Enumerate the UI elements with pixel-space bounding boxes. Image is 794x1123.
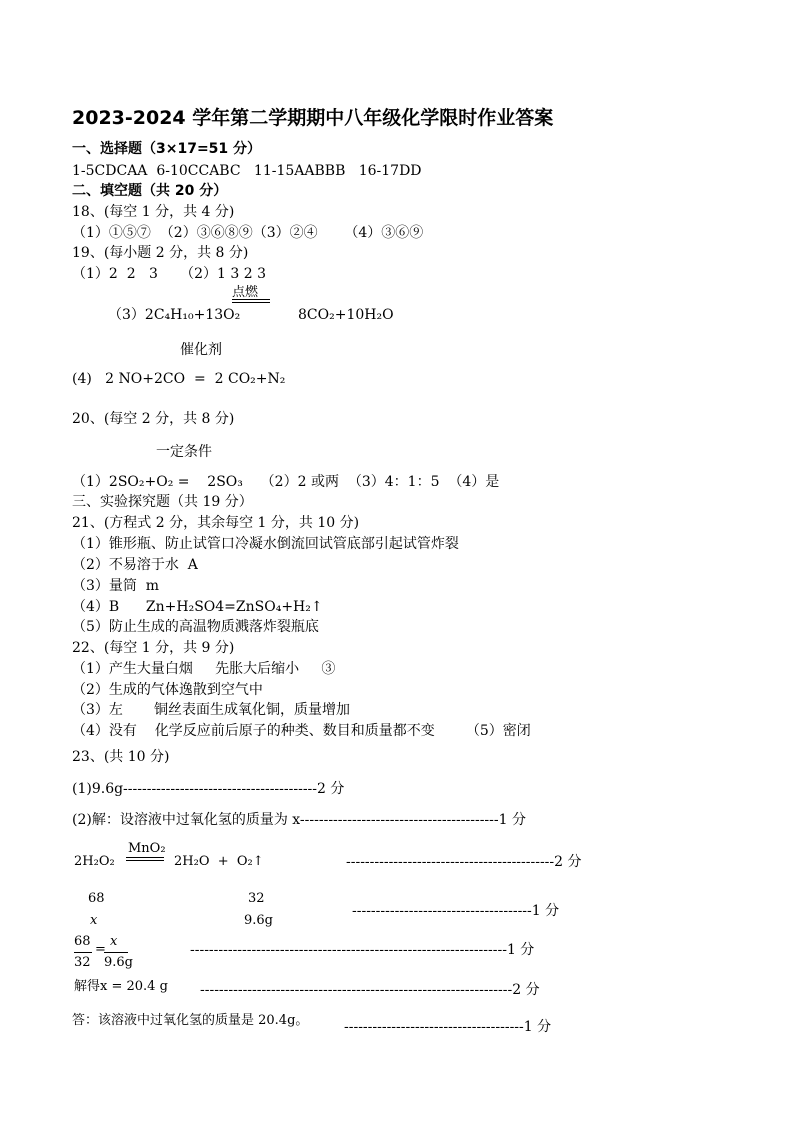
q21-answer-5: （5）防止生成的高温物质溅落炸裂瓶底: [72, 619, 319, 635]
fraction-right-bar: [104, 952, 128, 953]
q23-final-answer: 答：该溶液中过氧化氢的质量是 20.4g。: [72, 1013, 309, 1028]
fraction-right-denominator: 9.6g: [104, 955, 133, 970]
fraction-left-bar: [74, 952, 92, 953]
q19-condition-catalyst: 催化剂: [180, 342, 222, 358]
q22-answer-4: （4）没有 化学反应前后原子的种类、数目和质量都不变 （5）密闭: [72, 723, 531, 739]
q19-answer-3-left: （3）2C₄H₁₀+13O₂: [108, 307, 241, 323]
q19-answer-1-2: （1）2 2 3 （2）1 3 2 3: [72, 266, 267, 282]
fraction-right-numerator: x: [110, 934, 118, 949]
q22-answer-3: （3）左 铜丝表面生成氧化铜，质量增加: [72, 702, 351, 718]
q19-answer-3-right: 8CO₂+10H₂O: [298, 307, 394, 323]
section-1-heading: 一、选择题（3×17=51 分）: [72, 141, 262, 157]
q20-condition: 一定条件: [156, 444, 212, 460]
q23-mass-o2: 32: [248, 891, 265, 906]
q23-answer-1: (1)9.6g-----------------------------------------2 分: [72, 781, 345, 797]
q22-heading: 22、(每空 1 分，共 9 分): [72, 640, 235, 656]
q23-equation-line-bottom: [126, 860, 164, 861]
q23-fraction-score: -------------------------------------------------------------------1 分: [190, 942, 535, 958]
q21-answer-2: （2）不易溶于水 A: [72, 557, 198, 573]
q23-unknown-x: x: [90, 913, 98, 928]
q21-answer-3: （3）量筒 m: [72, 578, 160, 594]
q23-mass-h2o2: 68: [88, 891, 105, 906]
q22-answer-1: （1）产生大量白烟 先胀大后缩小 ③: [72, 661, 336, 677]
fraction-left-denominator: 32: [74, 955, 91, 970]
equation-double-line-top: [232, 299, 270, 300]
q23-answer-2: (2)解：设溶液中过氧化氢的质量为 x------------------------------------------1 分: [72, 812, 526, 828]
q23-known-o2: 9.6g: [244, 913, 273, 928]
choice-answers: 1-5CDCAA 6-10CCABC 11-15AABBB 16-17DD: [72, 163, 422, 179]
q21-heading: 21、(方程式 2 分，其余每空 1 分，共 10 分): [72, 515, 360, 531]
q23-solution: 解得x = 20.4 g: [74, 979, 168, 994]
q23-equation-right: 2H₂O + O₂↑: [174, 854, 264, 869]
q20-heading: 20、(每空 2 分，共 8 分): [72, 411, 235, 427]
q21-answer-1: （1）锥形瓶、防止试管口冷凝水倒流回试管底部引起试管炸裂: [72, 536, 459, 552]
q23-equation-left: 2H₂O₂: [74, 854, 115, 869]
section-3-heading: 三、实验探究题（共 19 分）: [72, 494, 253, 510]
q23-final-score: --------------------------------------1 分: [344, 1019, 552, 1035]
q19-answer-4: (4) 2 NO+2CO = 2 CO₂+N₂: [72, 371, 286, 387]
equation-double-line-bottom: [232, 302, 270, 303]
q18-answers: （1）①⑤⑦ （2）③⑥⑧⑨（3）②④ （4）③⑥⑨: [72, 225, 424, 241]
page-title: 2023-2024 学年第二学期期中八年级化学限时作业答案: [72, 107, 554, 129]
q23-solution-score: ------------------------------------------------------------------2 分: [200, 982, 540, 998]
fraction-left-numerator: 68: [74, 934, 91, 949]
q19-condition-ignite: 点燃: [232, 285, 259, 300]
q23-heading: 23、(共 10 分): [72, 749, 170, 765]
fraction-equals: =: [95, 942, 106, 957]
q19-heading: 19、(每小题 2 分，共 8 分): [72, 245, 249, 261]
q23-mass-score: --------------------------------------1 分: [352, 903, 560, 919]
q21-answer-4: （4）B Zn+H₂SO4=ZnSO₄+H₂↑: [72, 599, 323, 615]
q20-answers: （1）2SO₂+O₂ = 2SO₃ （2）2 或两 （3）4：1：5 （4）是: [72, 474, 500, 490]
q23-equation-score: --------------------------------------------2 分: [346, 854, 582, 870]
q23-equation-condition: MnO₂: [128, 841, 166, 856]
q23-equation-line-top: [126, 857, 164, 858]
q22-answer-2: （2）生成的气体逸散到空气中: [72, 682, 263, 698]
section-2-heading: 二、填空题（共 20 分）: [72, 183, 228, 199]
q18-heading: 18、(每空 1 分，共 4 分): [72, 204, 235, 220]
